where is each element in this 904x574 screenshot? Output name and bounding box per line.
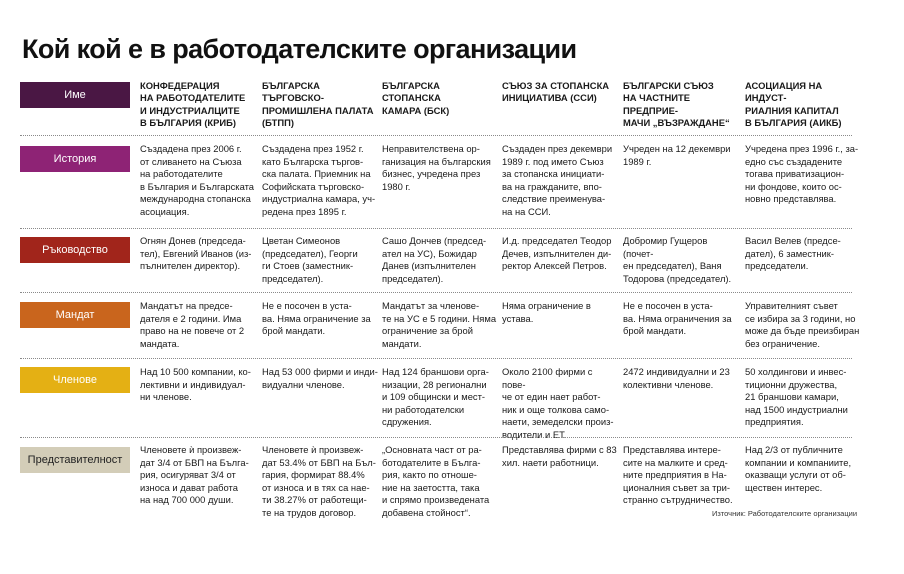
- cell-mandate-bsk: Мандатът за членове- те на УС е 5 години. Няма ограничение за брой мандати.: [382, 300, 497, 349]
- cell-leadership-ssi: И.д. председател Теодор Дечев, изпълнителен ди- ректор Алексей Петров.: [502, 235, 612, 272]
- cell-leadership-aikb: Васил Велев (предсе- дател), 6 заместник- председатели.: [745, 235, 841, 272]
- row-divider: [20, 358, 852, 359]
- cell-leadership-vazrazhdane: Добромир Гущеров (почет- ен председател), Ваня Тодорова (председател).: [623, 235, 732, 284]
- page-title: Кой кой е в работодателските организации: [22, 34, 577, 64]
- cell-name-krib: КОНФЕДЕРАЦИЯ НА РАБОТОДАТЕЛИТЕ И ИНДУСТРИАЛЦИТЕ В БЪЛГАРИЯ (КРИБ): [140, 80, 246, 129]
- cell-mandate-aikb: Управителният съвет се избира за 3 години, но може да бъде преизбиран без ограничение.: [745, 300, 860, 349]
- row-divider: [20, 228, 852, 229]
- cell-mandate-btpp: Не е посочен в уста- ва. Няма ограничение за брой мандати.: [262, 300, 371, 337]
- cell-representation-krib: Членовете ѝ произвеж- дат 3/4 от БВП на Бълга- рия, осигуряват 3/4 от износа и дават работа на над 700 000 души.: [140, 444, 249, 506]
- row-divider: [20, 292, 852, 293]
- cell-history-vazrazhdane: Учреден на 12 декември 1989 г.: [623, 143, 731, 167]
- row-label-name: Име: [20, 82, 130, 108]
- row-label-mandate: Мандат: [20, 302, 130, 328]
- cell-name-aikb: АСОЦИАЦИЯ НА ИНДУСТ- РИАЛНИЯ КАПИТАЛ В БЪЛГАРИЯ (АИКБ): [745, 80, 842, 129]
- cell-history-krib: Създадена през 2006 г. от сливането на Съюза на работодателите в България и Българската международна стопанска асоциация.: [140, 143, 254, 217]
- row-divider: [20, 437, 852, 438]
- cell-representation-vazrazhdane: Представлява интере- сите на малките и сред- ните предприятия в На- ционалния съвет за три- странно сътрудничество.: [623, 444, 733, 506]
- cell-representation-btpp: Членовете ѝ произвеж- дат 53.4% от БВП на Бъл- гария, формират 88.4% от износа и в тях са нае- ти 38.27% от работещи- те на трудов договор.: [262, 444, 376, 518]
- cell-representation-aikb: Над 2/3 от публичните компании и компаниите, оказващи услуги от об- ществен интерес.: [745, 444, 852, 493]
- row-label-representation: Представителност: [20, 447, 130, 473]
- cell-history-btpp: Създадена през 1952 г. като Българска търгов- ска палата. Приемник на Софийската търговско- индустриална камара, уч- редена през 1895 г.: [262, 143, 376, 217]
- cell-members-krib: Над 10 500 компании, ко- лективни и индивидуал- ни членове.: [140, 366, 251, 403]
- cell-history-bsk: Неправителствена ор- ганизация на българския бизнес, учредена през 1980 г.: [382, 143, 491, 192]
- cell-mandate-krib: Мандатът на предсе- дателя е 2 години. Има право на не повече от 2 мандата.: [140, 300, 245, 349]
- row-label-history: История: [20, 146, 130, 172]
- cell-name-btpp: БЪЛГАРСКА ТЪРГОВСКО- ПРОМИШЛЕНА ПАЛАТА (БТПП): [262, 80, 374, 129]
- source-note: Източник: Работодателските организации: [712, 509, 858, 518]
- cell-members-bsk: Над 124 браншови орга- низации, 28 регионални и 109 общински и мест- ни работодателски сдружения.: [382, 366, 489, 428]
- cell-name-bsk: БЪЛГАРСКА СТОПАНСКА КАМАРА (БСК): [382, 80, 450, 116]
- cell-members-vazrazhdane: 2472 индивидуални и 23 колективни членове.: [623, 366, 730, 390]
- cell-leadership-bsk: Сашо Дончев (председ- ател на УС), Божидар Данев (изпълнителен председател).: [382, 235, 487, 284]
- row-divider: [20, 135, 852, 136]
- cell-leadership-btpp: Цветан Симеонов (председател), Георги ги Стоев (заместник- председател).: [262, 235, 358, 284]
- cell-representation-ssi: Представлява фирми с 83 хил. наети работници.: [502, 444, 617, 468]
- cell-name-vazrazhdane: БЪЛГАРСКИ СЪЮЗ НА ЧАСТНИТЕ ПРЕДПРИЕ- МАЧИ „ВЪЗРАЖДАНЕ“: [623, 80, 730, 129]
- cell-history-ssi: Създаден през декември 1989 г. под името Съюз за стопанска инициати- ва на гражданите, впо- следствие преименува- на на ССИ.: [502, 143, 613, 217]
- cell-members-ssi: Около 2100 фирми с пове- че от един нает работ- ник и още толкова само- наети, земеделски произ- водители и ЕТ.: [502, 366, 614, 440]
- row-label-members: Членове: [20, 367, 130, 393]
- cell-members-aikb: 50 холдингови и инвес- тиционни дружества, 21 браншови камари, над 1500 индустриални предприятия.: [745, 366, 848, 428]
- cell-mandate-ssi: Няма ограничение в устава.: [502, 300, 591, 324]
- row-label-leadership: Ръководство: [20, 237, 130, 263]
- cell-leadership-krib: Огнян Донев (председа- тел), Евгений Иванов (из- пълнителен директор).: [140, 235, 252, 272]
- cell-name-ssi: СЪЮЗ ЗА СТОПАНСКА ИНИЦИАТИВА (ССИ): [502, 80, 610, 104]
- cell-mandate-vazrazhdane: Не е посочен в уста- ва. Няма ограничения за брой мандати.: [623, 300, 732, 337]
- cell-members-btpp: Над 53 000 фирми и инди- видуални членове.: [262, 366, 378, 390]
- cell-history-aikb: Учредена през 1996 г., за- едно със създадените тогава приватизацион- ни фондове, които ос- новно представлява.: [745, 143, 859, 205]
- cell-representation-bsk: „Основната част от ра- ботодателите в Бълга- рия, както по отноше- ние на заетостта, така и спрямо произведената добавена стойност“.: [382, 444, 490, 518]
